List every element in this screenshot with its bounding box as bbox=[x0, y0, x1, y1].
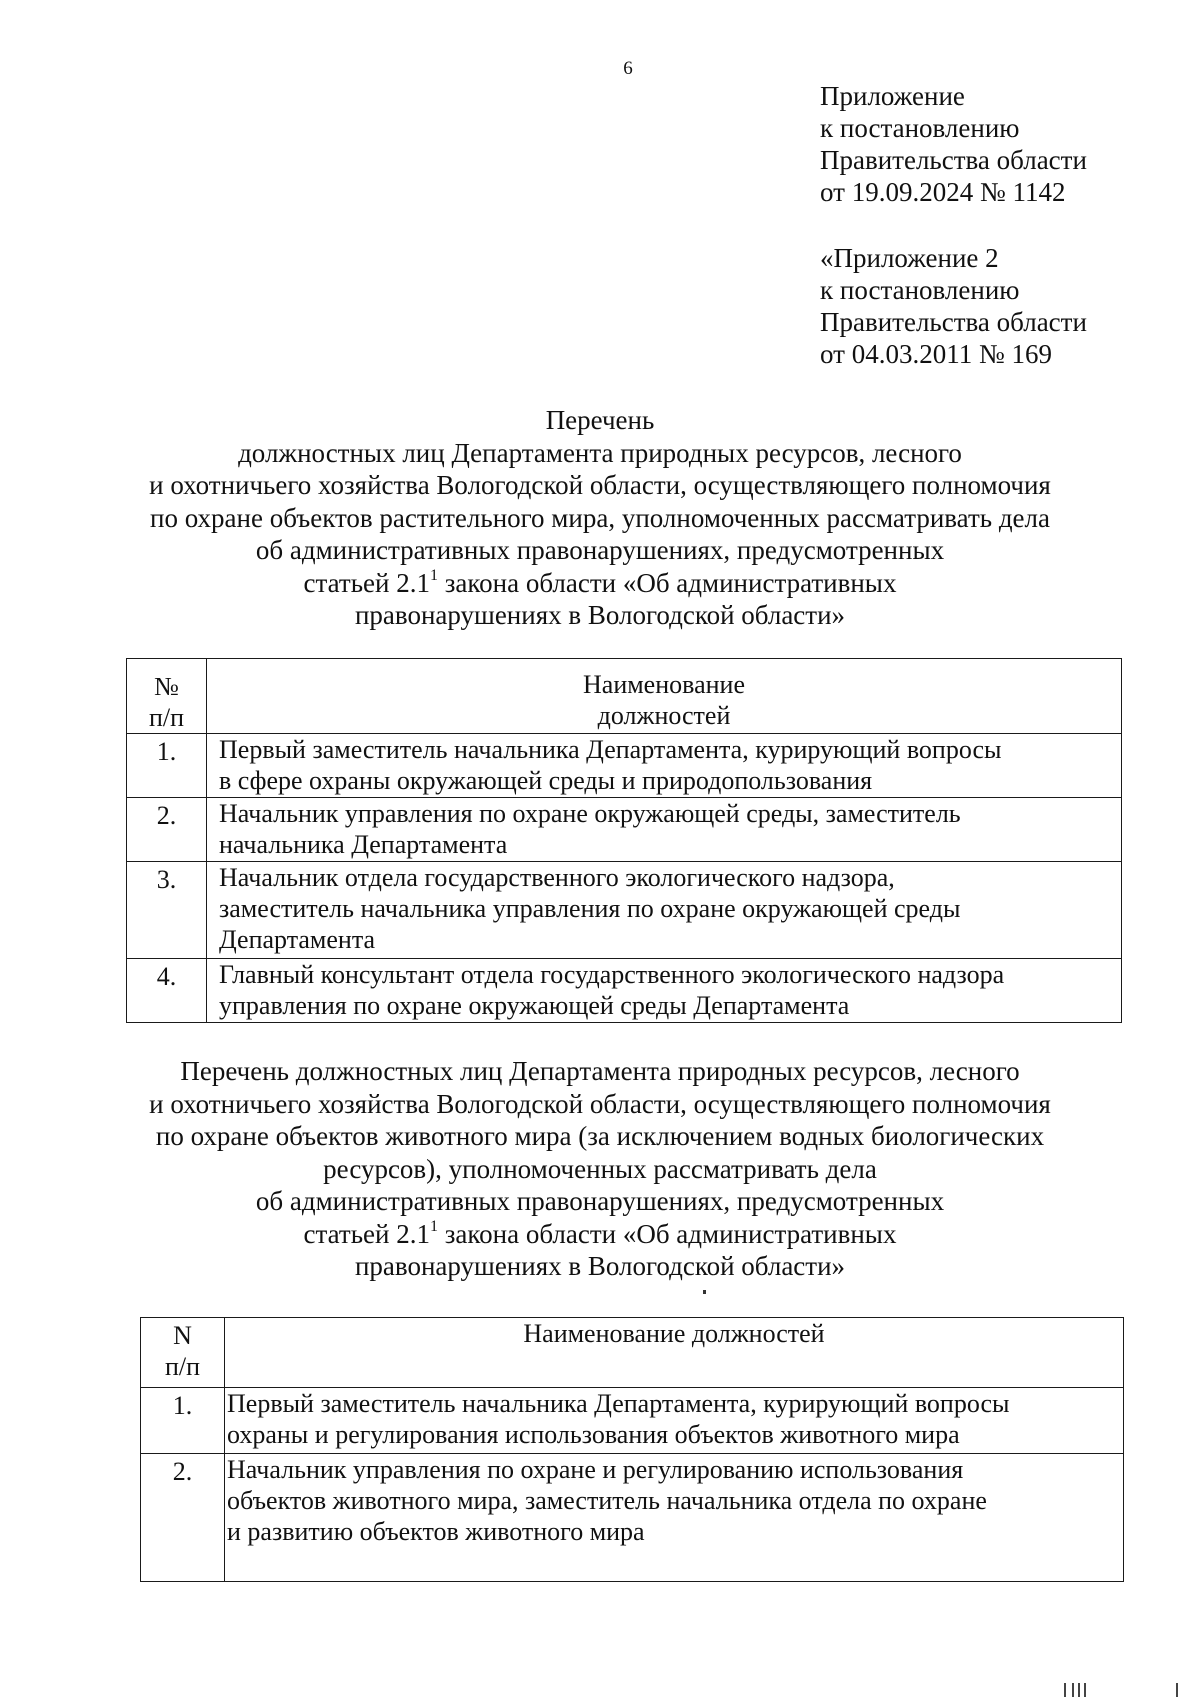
position-line: Начальник управления по охране окружающей среды, заместитель bbox=[219, 799, 961, 828]
table-row bbox=[141, 1454, 1124, 1582]
scan-edge-mark bbox=[1176, 1683, 1178, 1697]
position-line: Начальник отдела государственного экологического надзора, bbox=[219, 863, 895, 892]
appendix-line: к постановлению bbox=[820, 113, 1020, 143]
article-text: закона области «Об административных bbox=[437, 1218, 897, 1249]
appendix-line: от 19.09.2024 № 1142 bbox=[820, 177, 1066, 207]
position-line: и развитию объектов животного мира bbox=[227, 1517, 645, 1546]
position-line: в сфере охраны окружающей среды и природопользования bbox=[219, 766, 873, 795]
title-line: ресурсов), уполномоченных рассматривать дела bbox=[323, 1153, 877, 1184]
appendix-line: к постановлению bbox=[820, 275, 1020, 305]
row-number: 4. bbox=[127, 959, 207, 1023]
page-number: 6 bbox=[623, 58, 633, 79]
table-row bbox=[127, 862, 1122, 959]
table-header-row bbox=[141, 1318, 1124, 1388]
header-number bbox=[127, 659, 207, 734]
title-line: правонарушениях в Вологодской области» bbox=[354, 1251, 846, 1281]
header-name-line: Наименование bbox=[583, 670, 745, 699]
title-line: должностных лиц Департамента природных ресурсов, лесного bbox=[238, 437, 962, 468]
header-number bbox=[141, 1318, 225, 1388]
header-name-line: должностей bbox=[597, 701, 731, 730]
scan-dot bbox=[703, 1290, 706, 1294]
article-text: закона области «Об административных bbox=[437, 567, 897, 598]
appendix-line: Приложение bbox=[820, 81, 965, 111]
table-row bbox=[127, 734, 1122, 798]
row-number: 1. bbox=[127, 734, 207, 798]
title-line: об административных правонарушениях, предусмотренных bbox=[255, 1186, 945, 1216]
title-line-article bbox=[130, 567, 1070, 600]
title-line: Перечень должностных лиц Департамента природных ресурсов, лесного bbox=[180, 1056, 1020, 1086]
title-line: по охране объектов растительного мира, уполномоченных рассматривать дела bbox=[150, 502, 1050, 533]
title-line: и охотничьего хозяйства Вологодской области, осуществляющего полномочия bbox=[149, 470, 1051, 500]
article-text: статьей 2.1 bbox=[303, 1218, 430, 1249]
position-line: охраны и регулирования использования объектов животного мира bbox=[227, 1420, 960, 1449]
appendix-line: Правительства области bbox=[820, 145, 1087, 175]
row-position bbox=[207, 798, 1122, 862]
appendix-line: Правительства области bbox=[820, 307, 1087, 337]
header-position-name bbox=[225, 1318, 1124, 1388]
title-line: правонарушениях в Вологодской области» bbox=[354, 600, 846, 630]
header-number-line: № bbox=[154, 672, 179, 701]
appendix-2-header bbox=[820, 242, 1087, 370]
title-line: по охране объектов животного мира (за исключением водных биологических bbox=[155, 1121, 1045, 1151]
header-number-line: п/п bbox=[164, 1352, 201, 1381]
header-position-name bbox=[207, 659, 1122, 734]
position-line: объектов животного мира, заместитель начальника отдела по охране bbox=[227, 1486, 987, 1515]
scan-edge-mark bbox=[1078, 1683, 1080, 1697]
list-1-title bbox=[130, 404, 1070, 632]
position-line: заместитель начальника управления по охране окружающей среды bbox=[219, 894, 961, 923]
title-line: Перечень bbox=[545, 405, 655, 435]
list-2-title bbox=[130, 1055, 1070, 1283]
article-superscript: 1 bbox=[429, 1217, 438, 1235]
row-number: 2. bbox=[127, 798, 207, 862]
row-number: 3. bbox=[127, 862, 207, 959]
scan-edge-mark bbox=[1084, 1683, 1086, 1697]
title-line: об административных правонарушениях, предусмотренных bbox=[255, 535, 945, 565]
appendix-line: «Приложение 2 bbox=[820, 243, 999, 273]
row-number: 2. bbox=[141, 1454, 225, 1582]
row-position bbox=[207, 959, 1122, 1023]
positions-table-1 bbox=[126, 658, 1122, 1023]
position-line: Первый заместитель начальника Департамента, курирующий вопросы bbox=[219, 735, 1002, 764]
table-row bbox=[141, 1388, 1124, 1454]
row-position bbox=[225, 1454, 1124, 1582]
header-number-line: п/п bbox=[148, 703, 185, 732]
appendix-header bbox=[820, 80, 1087, 208]
position-line: начальника Департамента bbox=[219, 830, 508, 859]
position-line: Департамента bbox=[219, 925, 376, 954]
row-position bbox=[225, 1388, 1124, 1454]
row-position bbox=[207, 862, 1122, 959]
positions-table-2 bbox=[140, 1317, 1124, 1582]
scan-edge-mark bbox=[1072, 1683, 1074, 1697]
header-name-line: Наименование должностей bbox=[523, 1319, 825, 1348]
position-line: Главный консультант отдела государственного экологического надзора bbox=[219, 960, 1005, 989]
header-number-line: N bbox=[173, 1321, 192, 1350]
position-line: управления по охране окружающей среды Департамента bbox=[219, 991, 850, 1020]
position-line: Первый заместитель начальника Департамента, курирующий вопросы bbox=[227, 1389, 1010, 1418]
row-number: 1. bbox=[141, 1388, 225, 1454]
title-line-article bbox=[130, 1218, 1070, 1251]
scan-edge-mark bbox=[1064, 1683, 1066, 1697]
table-row bbox=[127, 798, 1122, 862]
title-line: и охотничьего хозяйства Вологодской области, осуществляющего полномочия bbox=[149, 1088, 1051, 1119]
table-header-row bbox=[127, 659, 1122, 734]
position-line: Начальник управления по охране и регулированию использования bbox=[227, 1455, 964, 1484]
appendix-line: от 04.03.2011 № 169 bbox=[820, 339, 1052, 369]
table-row bbox=[127, 959, 1122, 1023]
article-superscript: 1 bbox=[429, 566, 438, 584]
row-position bbox=[207, 734, 1122, 798]
article-text: статьей 2.1 bbox=[303, 567, 430, 598]
